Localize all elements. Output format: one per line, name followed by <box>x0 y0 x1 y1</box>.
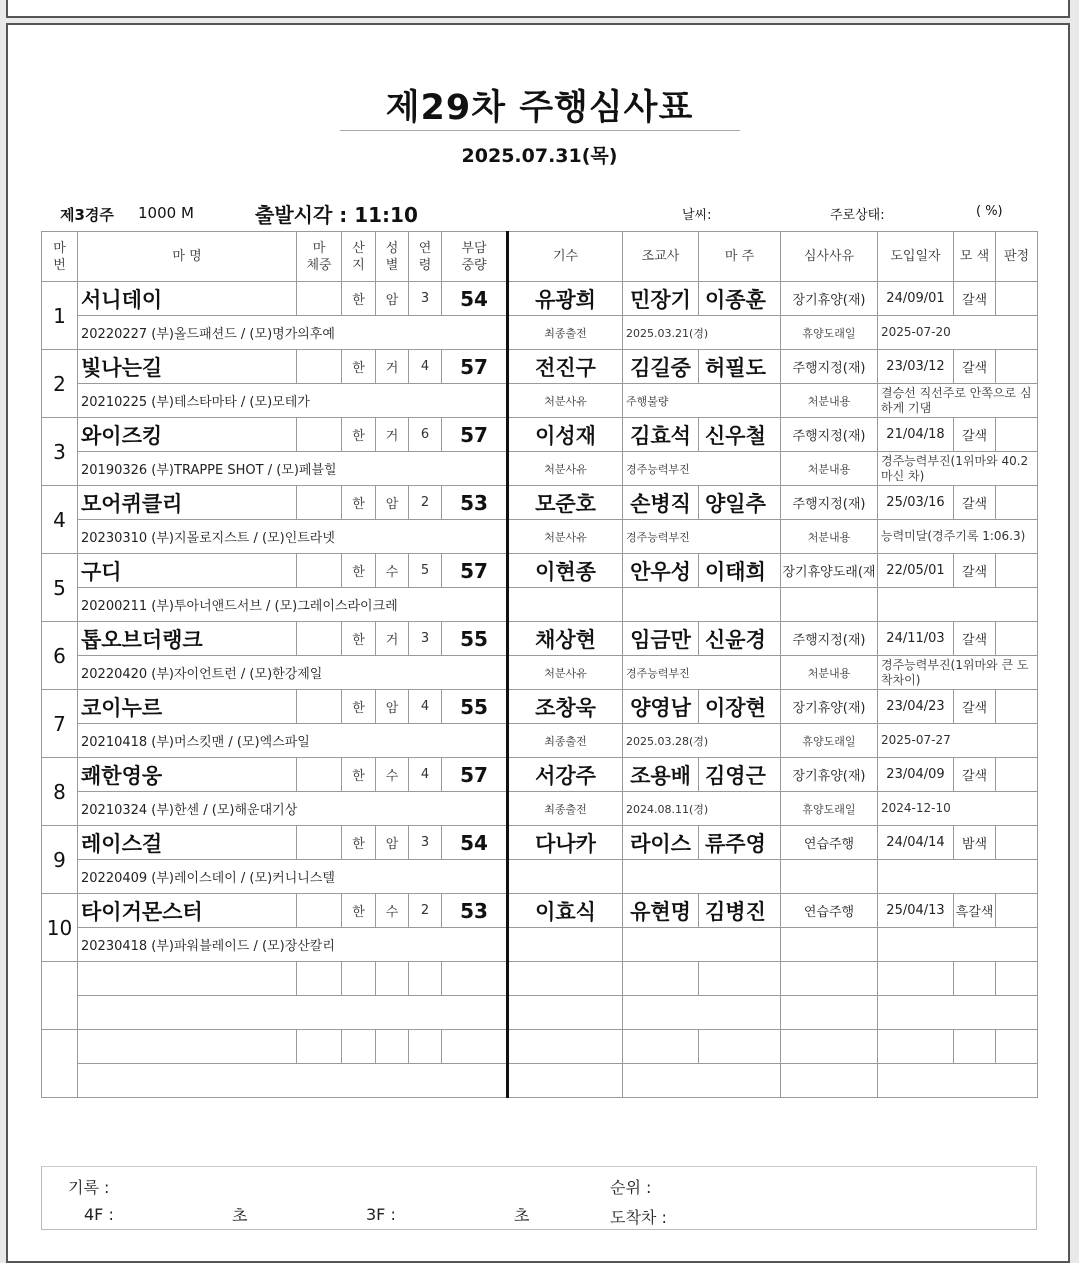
intro-date-cell: 23/03/12 <box>878 350 954 384</box>
detail-label-2: 처분내용 <box>781 452 878 486</box>
empty-cell <box>508 962 623 996</box>
pedigree-cell: 20220227 (부)올드패션드 / (모)명가의후예 <box>78 316 508 350</box>
jockey-cell: 유광희 <box>508 282 623 316</box>
empty-cell <box>442 962 508 996</box>
header-burden: 부담 중량 <box>442 232 508 282</box>
judgment-cell <box>996 282 1038 316</box>
review-reason-cell: 주행지정(재) <box>781 486 878 520</box>
judgment-cell <box>996 826 1038 860</box>
horse-name: 레이스걸 <box>78 826 297 860</box>
empty-cell <box>442 1030 508 1064</box>
pedigree-cell: 20220420 (부)자이언트런 / (모)한강제일 <box>78 656 508 690</box>
empty-cell <box>996 1030 1038 1064</box>
header-jockey: 기수 <box>508 232 623 282</box>
judgment-cell <box>996 622 1038 656</box>
pedigree-cell: 20200211 (부)투아너앤드서브 / (모)그레이스라이크레 <box>78 588 508 622</box>
detail-value-2: 2025-07-20 <box>878 316 1038 350</box>
detail-label-1: 최종출전 <box>508 724 623 758</box>
review-reason-cell: 장기휴양(재) <box>781 758 878 792</box>
empty-cell <box>781 1030 878 1064</box>
jockey-cell: 이효식 <box>508 894 623 928</box>
body-weight-cell <box>297 894 342 928</box>
detail-value-2 <box>878 588 1038 622</box>
body-weight-cell <box>297 282 342 316</box>
horse-number: 9 <box>42 826 78 894</box>
detail-label-2: 휴양도래일 <box>781 792 878 826</box>
coat-color-cell: 갈색 <box>954 486 996 520</box>
owner-cell: 이태희 <box>699 554 781 588</box>
burden-weight-cell: 57 <box>442 418 508 452</box>
coat-color-cell: 갈색 <box>954 418 996 452</box>
record-label: 기록 : <box>68 1178 110 1197</box>
detail-label-1 <box>508 928 623 962</box>
coat-color-cell: 갈색 <box>954 554 996 588</box>
empty-cell <box>878 1064 1038 1098</box>
trainer-cell: 라이스 <box>623 826 699 860</box>
body-weight-cell <box>297 758 342 792</box>
origin-cell: 한 <box>342 350 376 384</box>
margin-label: 도착차 : <box>610 1208 667 1227</box>
pedigree-cell: 20210418 (부)머스킷맨 / (모)엑스파일 <box>78 724 508 758</box>
detail-value-2: 2025-07-27 <box>878 724 1038 758</box>
age-cell: 3 <box>409 282 442 316</box>
age-cell: 4 <box>409 758 442 792</box>
jockey-cell: 조창욱 <box>508 690 623 724</box>
detail-label-2 <box>781 860 878 894</box>
empty-cell <box>78 1030 297 1064</box>
split-3f-seconds: 초 <box>514 1206 530 1225</box>
detail-label-2: 처분내용 <box>781 384 878 418</box>
horse-detail-row <box>42 588 1038 622</box>
origin-cell: 한 <box>342 418 376 452</box>
pedigree-cell: 20230310 (부)지몰로지스트 / (모)인트라넷 <box>78 520 508 554</box>
body-weight-cell <box>297 690 342 724</box>
empty-cell <box>878 1030 954 1064</box>
empty-cell <box>623 1064 781 1098</box>
detail-value-2: 경주능력부진(1위마와 큰 도착차이) <box>878 656 1038 690</box>
body-weight-cell <box>297 418 342 452</box>
review-reason-cell: 연습주행 <box>781 826 878 860</box>
burden-weight-cell: 53 <box>442 894 508 928</box>
detail-value-1: 2024.08.11(경) <box>623 792 781 826</box>
empty-cell <box>78 1064 508 1098</box>
pedigree-cell: 20220409 (부)레이스데이 / (모)커니니스텔 <box>78 860 508 894</box>
horse-name: 타이거몬스터 <box>78 894 297 928</box>
trainer-cell: 임금만 <box>623 622 699 656</box>
header-age: 연 령 <box>409 232 442 282</box>
previous-page-strip <box>6 0 1070 18</box>
horse-name: 코이누르 <box>78 690 297 724</box>
track-moisture-percent: ( %) <box>976 204 1003 219</box>
horse-number: 3 <box>42 418 78 486</box>
horse-row <box>42 418 1038 452</box>
age-cell: 6 <box>409 418 442 452</box>
review-reason-cell: 장기휴양(재) <box>781 690 878 724</box>
empty-number-cell <box>42 1030 78 1098</box>
burden-weight-cell: 55 <box>442 622 508 656</box>
empty-cell <box>623 996 781 1030</box>
detail-label-1 <box>508 588 623 622</box>
detail-label-1: 처분사유 <box>508 520 623 554</box>
jockey-cell: 이현종 <box>508 554 623 588</box>
empty-cell <box>781 1064 878 1098</box>
burden-weight-cell: 57 <box>442 350 508 384</box>
sex-cell: 암 <box>376 826 409 860</box>
horse-row <box>42 894 1038 928</box>
horse-number: 2 <box>42 350 78 418</box>
horse-detail-row <box>42 724 1038 758</box>
origin-cell: 한 <box>342 282 376 316</box>
empty-cell <box>623 1030 699 1064</box>
judgment-cell <box>996 486 1038 520</box>
sex-cell: 암 <box>376 282 409 316</box>
empty-row <box>42 1030 1038 1064</box>
horse-number: 7 <box>42 690 78 758</box>
race-number: 제3경주 <box>60 206 114 224</box>
track-condition-label: 주로상태: <box>830 208 885 223</box>
coat-color-cell: 밤색 <box>954 826 996 860</box>
coat-color-cell: 갈색 <box>954 350 996 384</box>
pedigree-cell: 20210225 (부)테스타마타 / (모)모테가 <box>78 384 508 418</box>
body-weight-cell <box>297 350 342 384</box>
detail-value-1: 경주능력부진 <box>623 520 781 554</box>
horse-number: 6 <box>42 622 78 690</box>
trainer-cell: 김효석 <box>623 418 699 452</box>
split-4f-label: 4F : <box>84 1205 114 1224</box>
owner-cell: 김병진 <box>699 894 781 928</box>
trainer-cell: 손병직 <box>623 486 699 520</box>
detail-value-2 <box>878 928 1038 962</box>
age-cell: 2 <box>409 486 442 520</box>
judgment-cell <box>996 690 1038 724</box>
review-reason-cell: 주행지정(재) <box>781 622 878 656</box>
empty-row <box>42 962 1038 996</box>
document-title: 제29차 주행심사표 <box>385 88 694 128</box>
judgment-cell <box>996 350 1038 384</box>
sex-cell: 수 <box>376 554 409 588</box>
owner-cell: 김영근 <box>699 758 781 792</box>
owner-cell: 양일추 <box>699 486 781 520</box>
document-date: 2025.07.31(목) <box>461 145 618 167</box>
detail-value-1 <box>623 860 781 894</box>
body-weight-cell <box>297 554 342 588</box>
origin-cell: 한 <box>342 690 376 724</box>
detail-label-2: 처분내용 <box>781 520 878 554</box>
header-intro-date: 도입일자 <box>878 232 954 282</box>
sex-cell: 거 <box>376 350 409 384</box>
header-color: 모 색 <box>954 232 996 282</box>
race-distance: 1000 M <box>138 204 194 222</box>
age-cell: 2 <box>409 894 442 928</box>
trainer-cell: 안우성 <box>623 554 699 588</box>
jockey-cell: 다나카 <box>508 826 623 860</box>
header-name: 마 명 <box>78 232 297 282</box>
origin-cell: 한 <box>342 826 376 860</box>
horse-name: 모어퀴클리 <box>78 486 297 520</box>
empty-cell <box>409 1030 442 1064</box>
header-trainer: 조교사 <box>623 232 699 282</box>
detail-label-2 <box>781 588 878 622</box>
empty-detail-row <box>42 996 1038 1030</box>
record-footer <box>41 1166 1037 1230</box>
detail-value-1: 2025.03.28(경) <box>623 724 781 758</box>
horse-number: 1 <box>42 282 78 350</box>
intro-date-cell: 21/04/18 <box>878 418 954 452</box>
age-cell: 4 <box>409 690 442 724</box>
empty-cell <box>342 962 376 996</box>
horse-name: 와이즈킹 <box>78 418 297 452</box>
review-reason-cell: 장기휴양(재) <box>781 282 878 316</box>
horse-detail-row <box>42 656 1038 690</box>
detail-value-1: 경주능력부진 <box>623 452 781 486</box>
horse-row <box>42 758 1038 792</box>
origin-cell: 한 <box>342 758 376 792</box>
pedigree-cell: 20190326 (부)TRAPPE SHOT / (모)페블힐 <box>78 452 508 486</box>
horse-number: 4 <box>42 486 78 554</box>
detail-label-1: 최종출전 <box>508 316 623 350</box>
trainer-cell: 김길중 <box>623 350 699 384</box>
detail-label-1 <box>508 860 623 894</box>
origin-cell: 한 <box>342 554 376 588</box>
review-reason-cell: 주행지정(재) <box>781 350 878 384</box>
trainer-cell: 조용배 <box>623 758 699 792</box>
owner-cell: 신우철 <box>699 418 781 452</box>
age-cell: 5 <box>409 554 442 588</box>
horse-name: 톱오브더랭크 <box>78 622 297 656</box>
burden-weight-cell: 53 <box>442 486 508 520</box>
header-judgment: 판정 <box>996 232 1038 282</box>
header-body-weight: 마 체중 <box>297 232 342 282</box>
detail-value-2 <box>878 860 1038 894</box>
owner-cell: 신윤경 <box>699 622 781 656</box>
detail-label-1: 처분사유 <box>508 452 623 486</box>
detail-label-2 <box>781 928 878 962</box>
header-reason: 심사사유 <box>781 232 878 282</box>
horse-number: 8 <box>42 758 78 826</box>
horse-row <box>42 554 1038 588</box>
empty-cell <box>699 1030 781 1064</box>
owner-cell: 이종훈 <box>699 282 781 316</box>
body-weight-cell <box>297 622 342 656</box>
empty-detail-row <box>42 1064 1038 1098</box>
horse-name: 구디 <box>78 554 297 588</box>
trainer-cell: 양영남 <box>623 690 699 724</box>
detail-label-1: 처분사유 <box>508 656 623 690</box>
intro-date-cell: 25/04/13 <box>878 894 954 928</box>
empty-cell <box>78 962 297 996</box>
horse-detail-row <box>42 860 1038 894</box>
empty-cell <box>297 962 342 996</box>
detail-value-2: 2024-12-10 <box>878 792 1038 826</box>
empty-cell <box>376 1030 409 1064</box>
horse-detail-row <box>42 520 1038 554</box>
empty-number-cell <box>42 962 78 1030</box>
header-owner: 마 주 <box>699 232 781 282</box>
burden-weight-cell: 54 <box>442 826 508 860</box>
horse-detail-row <box>42 384 1038 418</box>
detail-label-2: 휴양도래일 <box>781 724 878 758</box>
detail-value-2: 능력미달(경주기록 1:06.3) <box>878 520 1038 554</box>
sex-cell: 수 <box>376 894 409 928</box>
origin-cell: 한 <box>342 622 376 656</box>
burden-weight-cell: 57 <box>442 554 508 588</box>
jockey-cell: 전진구 <box>508 350 623 384</box>
owner-cell: 이장현 <box>699 690 781 724</box>
rank-label: 순위 : <box>610 1178 652 1197</box>
empty-cell <box>878 996 1038 1030</box>
trainer-cell: 유현명 <box>623 894 699 928</box>
empty-cell <box>878 962 954 996</box>
origin-cell: 한 <box>342 486 376 520</box>
horse-name: 빛나는길 <box>78 350 297 384</box>
empty-cell <box>508 1064 623 1098</box>
empty-cell <box>954 1030 996 1064</box>
split-4f-seconds: 초 <box>232 1206 248 1225</box>
intro-date-cell: 23/04/09 <box>878 758 954 792</box>
burden-weight-cell: 55 <box>442 690 508 724</box>
empty-cell <box>508 1030 623 1064</box>
empty-cell <box>508 996 623 1030</box>
coat-color-cell: 흑갈색 <box>954 894 996 928</box>
coat-color-cell: 갈색 <box>954 690 996 724</box>
horse-row <box>42 282 1038 316</box>
intro-date-cell: 24/11/03 <box>878 622 954 656</box>
detail-value-1 <box>623 588 781 622</box>
detail-value-1 <box>623 928 781 962</box>
detail-value-1: 2025.03.21(경) <box>623 316 781 350</box>
table-header-row <box>42 232 1038 282</box>
header-origin: 산 지 <box>342 232 376 282</box>
horse-name: 서니데이 <box>78 282 297 316</box>
empty-cell <box>699 962 781 996</box>
judgment-cell <box>996 758 1038 792</box>
horse-row <box>42 826 1038 860</box>
age-cell: 3 <box>409 622 442 656</box>
empty-cell <box>781 996 878 1030</box>
horse-number: 5 <box>42 554 78 622</box>
start-time: 출발시각 : 11:10 <box>255 203 418 227</box>
empty-cell <box>409 962 442 996</box>
jockey-cell: 이성재 <box>508 418 623 452</box>
owner-cell: 허필도 <box>699 350 781 384</box>
coat-color-cell: 갈색 <box>954 622 996 656</box>
judgment-cell <box>996 418 1038 452</box>
burden-weight-cell: 54 <box>442 282 508 316</box>
horse-detail-row <box>42 928 1038 962</box>
judgment-cell <box>996 894 1038 928</box>
pedigree-cell: 20210324 (부)한센 / (모)해운대기상 <box>78 792 508 826</box>
detail-label-2: 처분내용 <box>781 656 878 690</box>
sex-cell: 거 <box>376 622 409 656</box>
empty-cell <box>342 1030 376 1064</box>
jockey-cell: 채상현 <box>508 622 623 656</box>
pedigree-cell: 20230418 (부)파워블레이드 / (모)장산칼리 <box>78 928 508 962</box>
empty-cell <box>954 962 996 996</box>
jockey-cell: 서강주 <box>508 758 623 792</box>
body-weight-cell <box>297 486 342 520</box>
sex-cell: 암 <box>376 690 409 724</box>
trainer-cell: 민장기 <box>623 282 699 316</box>
horse-row <box>42 486 1038 520</box>
horse-row <box>42 690 1038 724</box>
horse-detail-row <box>42 792 1038 826</box>
detail-label-1: 최종출전 <box>508 792 623 826</box>
sex-cell: 거 <box>376 418 409 452</box>
intro-date-cell: 24/04/14 <box>878 826 954 860</box>
review-reason-cell: 연습주행 <box>781 894 878 928</box>
sex-cell: 수 <box>376 758 409 792</box>
coat-color-cell: 갈색 <box>954 758 996 792</box>
detail-label-2: 휴양도래일 <box>781 316 878 350</box>
review-reason-cell: 장기휴양도래(재 <box>781 554 878 588</box>
split-3f-label: 3F : <box>366 1205 396 1224</box>
empty-cell <box>781 962 878 996</box>
empty-cell <box>996 962 1038 996</box>
detail-value-2: 결승선 직선주로 안쪽으로 심하게 기댐 <box>878 384 1038 418</box>
detail-value-2: 경주능력부진(1위마와 40.2마신 차) <box>878 452 1038 486</box>
origin-cell: 한 <box>342 894 376 928</box>
detail-label-1: 처분사유 <box>508 384 623 418</box>
header-no: 마 번 <box>42 232 78 282</box>
detail-value-1: 주행불량 <box>623 384 781 418</box>
sex-cell: 암 <box>376 486 409 520</box>
age-cell: 3 <box>409 826 442 860</box>
weather-label: 날씨: <box>682 208 712 223</box>
empty-cell <box>623 962 699 996</box>
empty-cell <box>78 996 508 1030</box>
header-sex: 성 별 <box>376 232 409 282</box>
age-cell: 4 <box>409 350 442 384</box>
horse-name: 쾌한영웅 <box>78 758 297 792</box>
burden-weight-cell: 57 <box>442 758 508 792</box>
intro-date-cell: 23/04/23 <box>878 690 954 724</box>
owner-cell: 류주영 <box>699 826 781 860</box>
horse-detail-row <box>42 452 1038 486</box>
detail-value-1: 경주능력부진 <box>623 656 781 690</box>
horse-row <box>42 622 1038 656</box>
judgment-cell <box>996 554 1038 588</box>
horse-detail-row <box>42 316 1038 350</box>
body-weight-cell <box>297 826 342 860</box>
horse-row <box>42 350 1038 384</box>
empty-cell <box>376 962 409 996</box>
horse-number: 10 <box>42 894 78 962</box>
jockey-cell: 모준호 <box>508 486 623 520</box>
empty-cell <box>297 1030 342 1064</box>
review-table <box>41 231 1038 1098</box>
intro-date-cell: 22/05/01 <box>878 554 954 588</box>
coat-color-cell: 갈색 <box>954 282 996 316</box>
title-underline <box>340 130 740 131</box>
intro-date-cell: 24/09/01 <box>878 282 954 316</box>
review-reason-cell: 주행지정(재) <box>781 418 878 452</box>
intro-date-cell: 25/03/16 <box>878 486 954 520</box>
